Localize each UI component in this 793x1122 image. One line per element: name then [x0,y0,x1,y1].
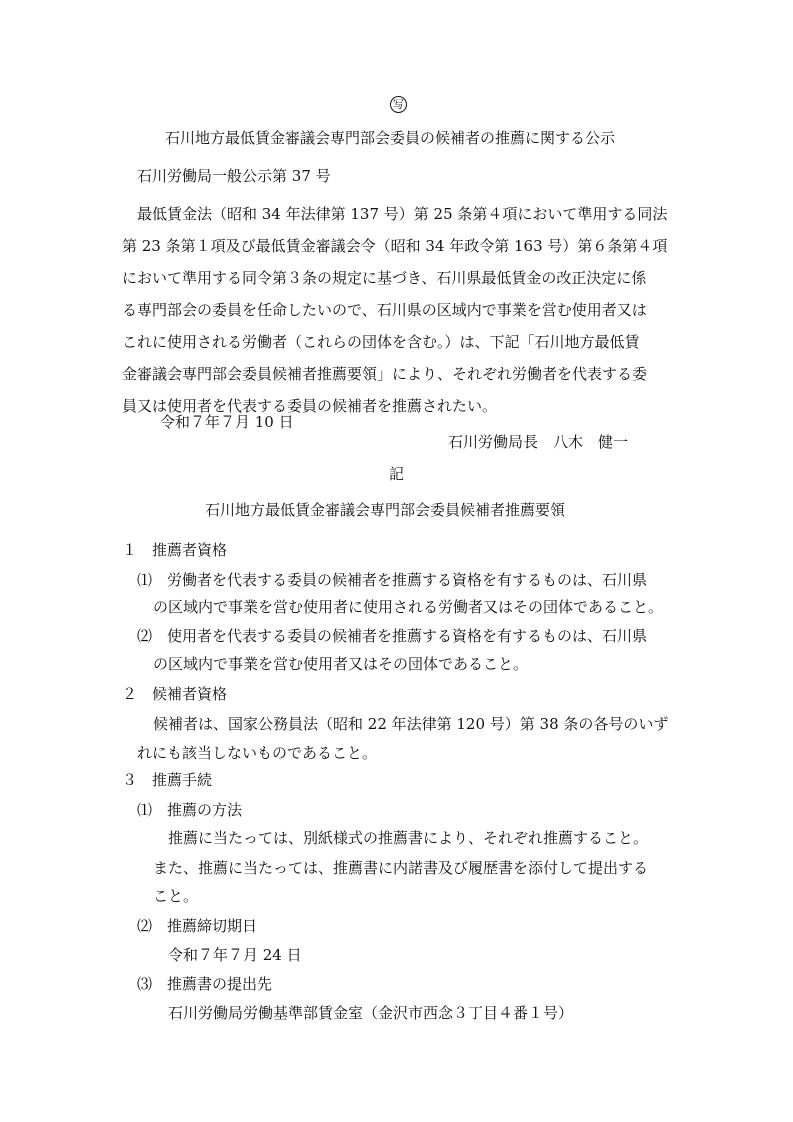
section-3-sub-2-value: 令和７年７月 24 日 [168,946,302,964]
notice-date: 令和７年７月 10 日 [160,413,294,431]
body-line: 第 23 条第１項及び最低賃金審議会令（昭和 34 年政令第 163 号）第６条第４項 [122,237,668,255]
body-line: 員又は使用者を代表する委員の候補者を推薦されたい。 [122,397,498,415]
body-line: る専門部会の委員を任命したいので、石川県の区域内で事業を営む使用者又は [122,301,647,319]
section-1-heading: １ 推薦者資格 [122,541,228,559]
section-3-heading: ３ 推薦手続 [122,771,213,789]
section-2-text: 候補者は、国家公務員法（昭和 22 年法律第 120 号）第 38 条の各号のいず [153,715,669,733]
signature: 石川労働局長 八木 健一 [448,433,629,451]
notice-title: 石川地方最低賃金審議会専門部会委員の候補者の推薦に関する公示 [165,129,616,147]
section-1-item-2-cont: の区域内で事業を営む使用者又はその団体であること。 [153,655,529,673]
section-2-heading: ２ 候補者資格 [122,685,228,703]
section-3-sub-1-heading: ⑴ 推薦の方法 [137,801,243,819]
section-3-sub-3-value: 石川労働局労働基準部賃金室（金沢市西念３丁目４番１号） [168,1004,574,1022]
guideline-title: 石川地方最低賃金審議会専門部会委員候補者推薦要領 [205,501,566,519]
body-line: これに使用される労働者（これらの団体を含む。）は、下記「石川地方最低賃 [122,333,640,351]
body-line: 最低賃金法（昭和 34 年法律第 137 号）第 25 条第４項において準用する同法 [137,205,668,223]
section-1-item-2: ⑵ 使用者を代表する委員の候補者を推薦する資格を有するものは、石川県 [137,627,648,645]
section-3-sub-2-heading: ⑵ 推薦締切期日 [137,917,258,935]
section-1-item-1: ⑴ 労働者を代表する委員の候補者を推薦する資格を有するものは、石川県 [137,571,648,589]
section-3-sub-1-text: 推薦に当たっては、別紙様式の推薦書により、それぞれ推薦すること。 [168,829,649,847]
copy-stamp: 写 [390,96,407,113]
body-line: において準用する同令第３条の規定に基づき、石川県最低賃金の改正決定に係 [122,269,647,287]
ki-marker: 記 [389,465,405,483]
section-2-text-cont: れにも該当しないものであること。 [137,744,378,762]
body-line: 金審議会専門部会委員候補者推薦要領」により、それぞれ労働者を代表する委 [122,365,648,383]
section-3-sub-1-text: こと。 [153,887,199,905]
notice-number: 石川労働局一般公示第 37 号 [137,167,331,185]
section-3-sub-3-heading: ⑶ 推薦書の提出先 [137,975,273,993]
section-3-sub-1-text: また、推薦に当たっては、推薦書に内諾書及び履歴書を添付して提出する [153,859,649,877]
section-1-item-1-cont: の区域内で事業を営む使用者に使用される労働者又はその団体であること。 [153,598,664,616]
